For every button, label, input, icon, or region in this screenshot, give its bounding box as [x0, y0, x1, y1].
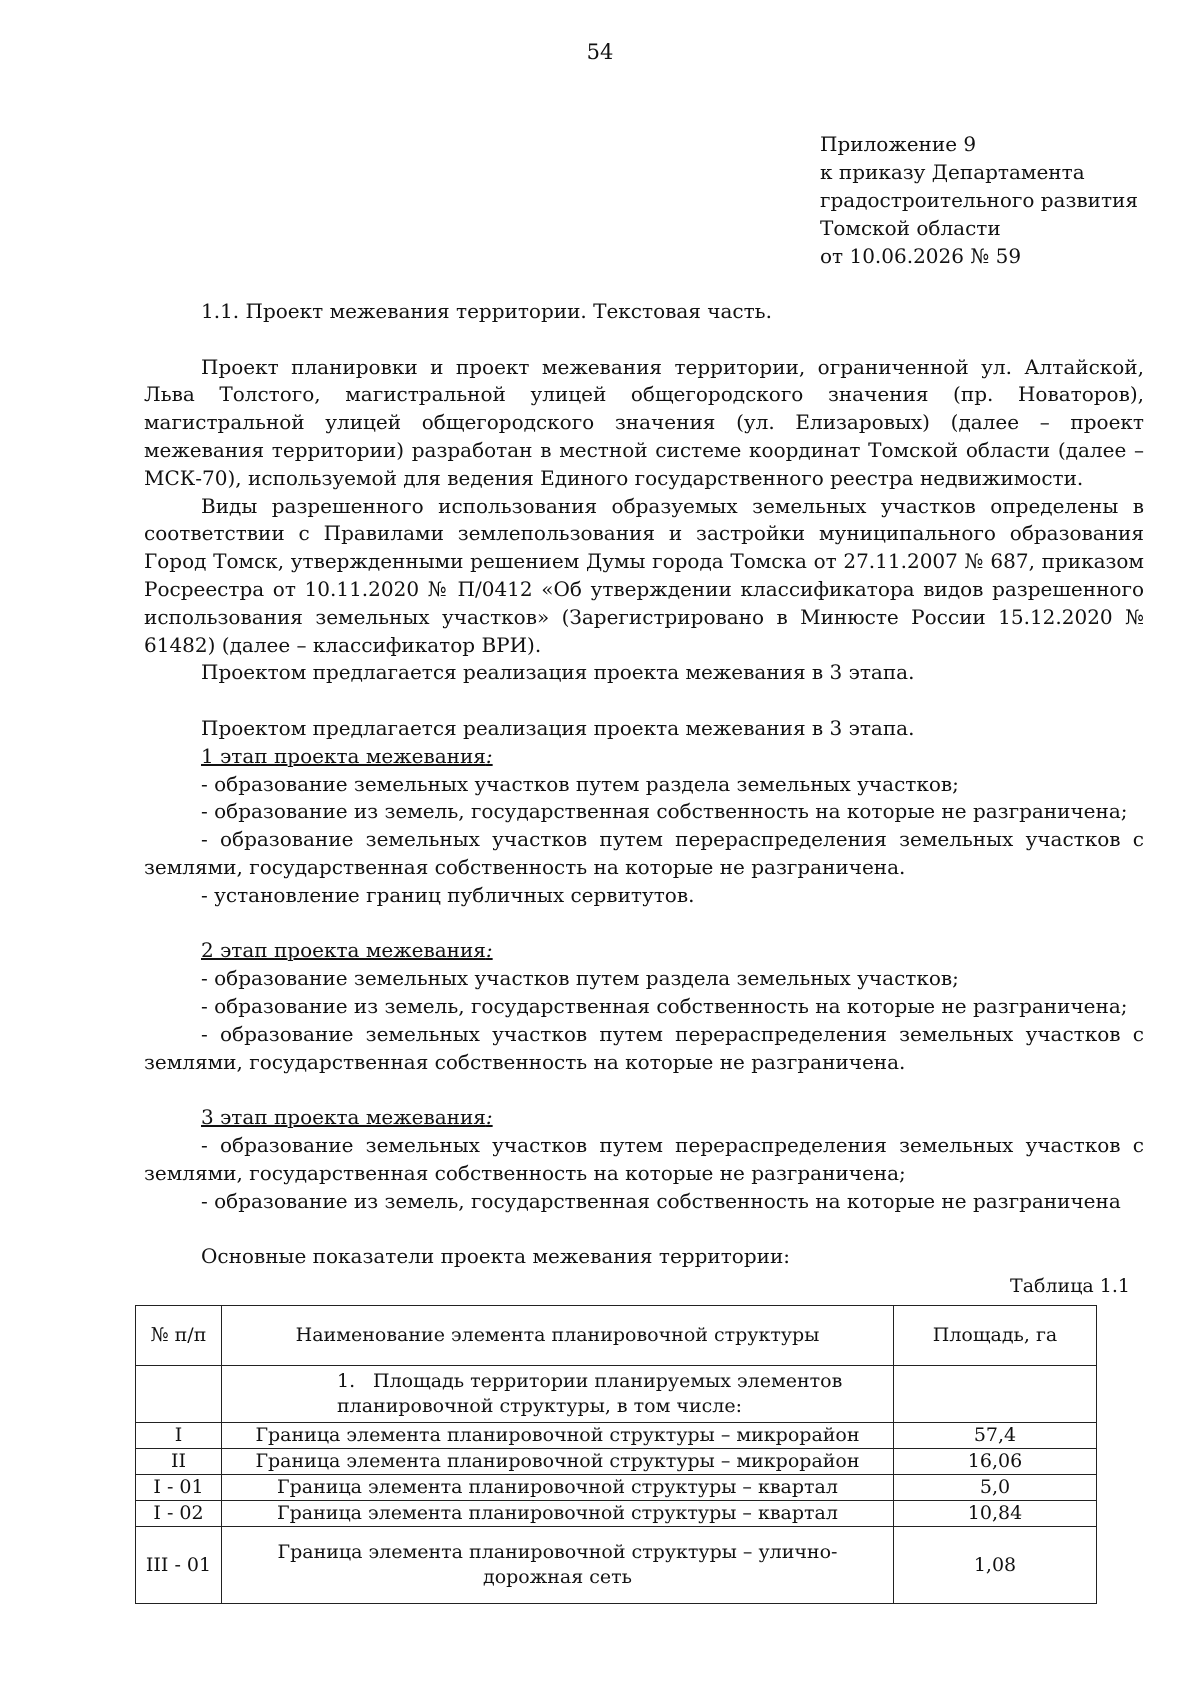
stage-item: - образование земельных участков путем раздела земельных участков;	[201, 771, 959, 796]
page-number: 54	[586, 40, 614, 64]
cell-num: III - 01	[136, 1527, 222, 1604]
table-caption: Таблица 1.1	[1010, 1275, 1130, 1297]
stage-item: - образование из земель, государственная собственность на которые не разграничена	[201, 1188, 1121, 1213]
table-cell	[136, 1366, 222, 1423]
stage-title	[144, 937, 1144, 965]
stage-item: - образование из земель, государственная собственность на которые не разграничена;	[201, 993, 1128, 1018]
cell-area: 16,06	[894, 1449, 1097, 1475]
table-row	[136, 1449, 1097, 1475]
header-num: № п/п	[136, 1306, 222, 1366]
stage-title-colon: :	[485, 1105, 493, 1130]
cell-area: 5,0	[894, 1475, 1097, 1501]
stage-title	[144, 1104, 1144, 1132]
stage-title-text: 3 этап проекта межевания	[201, 1105, 486, 1130]
paragraph: Проектом предлагается реализация проекта межевания в 3 этапа.	[201, 660, 915, 685]
indicators-table	[135, 1305, 1097, 1604]
cell-num: I - 02	[136, 1501, 222, 1527]
section-heading: 1.1. Проект межевания территории. Текстовая часть.	[201, 299, 772, 323]
appendix-line: градостроительного развития	[820, 188, 1138, 212]
stage-item: - установление границ публичных сервитутов.	[201, 882, 695, 907]
appendix-line: Приложение 9	[820, 132, 977, 156]
cell-num: II	[136, 1449, 222, 1475]
cell-num: I	[136, 1423, 222, 1449]
paragraph: Проектом предлагается реализация проекта межевания в 3 этапа.	[201, 715, 915, 740]
stage-item: - образование земельных участков путем перераспределения земельных участков с землями, государственная собственность на которые не разграничена.	[144, 827, 1144, 879]
paragraph: Виды разрешенного использования образуемых земельных участков определены в соответствии с Правилами землепользования и застройки муниципального образования Город Томск, утвержденными решением Думы города Томска от 27.11.2007 № 687, приказом Росреестра от 10.11.2020 № П/0412 «Об утверждении классификатора видов разрешенного использования земельных участков» (Зарегистрировано в Минюсте России 15.12.2020 № 61482) (далее – классификатор ВРИ).	[144, 493, 1144, 657]
section-number: 1.	[337, 1370, 356, 1392]
stage-item: - образование из земель, государственная собственность на которые не разграничена;	[201, 799, 1128, 824]
appendix-line: Томской области	[820, 216, 1001, 240]
section-title-cell	[222, 1366, 894, 1423]
cell-area: 1,08	[894, 1527, 1097, 1604]
cell-area: 57,4	[894, 1423, 1097, 1449]
table-cell	[894, 1366, 1097, 1423]
stage-item: - образование земельных участков путем раздела земельных участков;	[201, 966, 959, 991]
section-title: Площадь территории планируемых элементов планировочной структуры, в том числе:	[337, 1370, 843, 1417]
table-row	[136, 1527, 1097, 1604]
cell-name: Граница элемента планировочной структуры – улично-дорожная сеть	[222, 1527, 894, 1604]
stage-title	[144, 743, 1144, 771]
cell-num: I - 01	[136, 1475, 222, 1501]
document-body	[144, 298, 1144, 1271]
header-area: Площадь, га	[894, 1306, 1097, 1366]
cell-name: Граница элемента планировочной структуры – микрорайон	[222, 1449, 894, 1475]
table-row	[136, 1423, 1097, 1449]
stage-title-colon: :	[485, 938, 493, 963]
paragraph: Проект планировки и проект межевания территории, ограниченной ул. Алтайской, Льва Толстого, магистральной улицей общегородского значения (пр. Новаторов), магистральной улицей общегородского значения (ул. Елизаровых) (далее – проект межевания территории) разработан в местной системе координат Томской области (далее – МСК-70), используемой для ведения Единого государственного реестра недвижимости.	[144, 354, 1144, 490]
stage-item: - образование земельных участков путем перераспределения земельных участков с землями, государственная собственность на которые не разграничена.	[144, 1021, 1144, 1074]
appendix-line: от 10.06.2026 № 59	[820, 244, 1022, 268]
indicators-intro: Основные показатели проекта межевания территории:	[201, 1244, 791, 1269]
table-header-row	[136, 1306, 1097, 1366]
stage-title-text: 1 этап проекта межевания	[201, 743, 486, 768]
stage-title-text: 2 этап проекта межевания	[201, 938, 486, 963]
stage-item: - образование земельных участков путем перераспределения земельных участков с землями, государственная собственность на которые не разграничена;	[144, 1132, 1144, 1185]
table-section-row	[136, 1366, 1097, 1423]
header-name: Наименование элемента планировочной структуры	[222, 1306, 894, 1366]
appendix-line: к приказу Департамента	[820, 160, 1085, 184]
cell-name: Граница элемента планировочной структуры – квартал	[222, 1475, 894, 1501]
table-row	[136, 1475, 1097, 1501]
appendix-block	[820, 130, 1138, 270]
table-row	[136, 1501, 1097, 1527]
stage-title-colon: :	[485, 743, 493, 768]
cell-name: Граница элемента планировочной структуры – микрорайон	[222, 1423, 894, 1449]
cell-name: Граница элемента планировочной структуры – квартал	[222, 1501, 894, 1527]
cell-area: 10,84	[894, 1501, 1097, 1527]
